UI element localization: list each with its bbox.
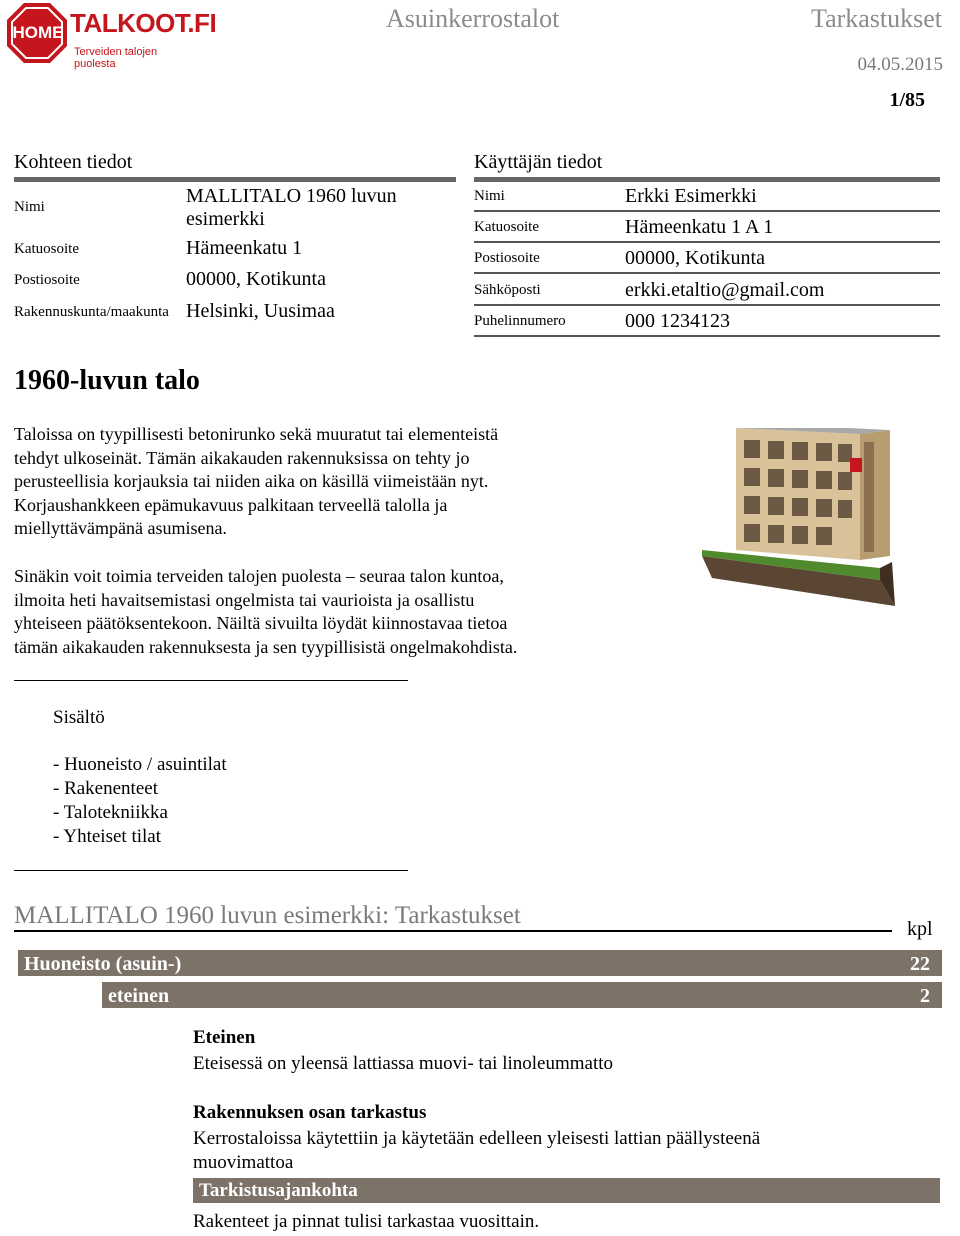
inspections-rule (14, 930, 892, 932)
property-street-value: Hämeenkatu 1 (186, 237, 303, 259)
item-description: Eteisessä on yleensä lattiassa muovi- tai linoleummatto (193, 1053, 614, 1074)
subgroup-label: eteinen (108, 985, 170, 1007)
contents-item[interactable]: - Rakenenteet (53, 778, 158, 799)
user-email-value[interactable]: erkki.etaltio@gmail.com (625, 279, 825, 301)
property-postal-label: Postiosoite (14, 272, 80, 288)
header-section: Tarkastukset (811, 4, 943, 33)
subgroup-bar-eteinen[interactable] (102, 982, 942, 1008)
property-name-value: MALLITALO 1960 luvun esimerkki (186, 185, 397, 230)
page-counter: 1/85 (889, 89, 925, 111)
section-divider (14, 680, 408, 681)
property-rule (14, 177, 456, 182)
user-row-divider (474, 241, 940, 243)
inspections-title: MALLITALO 1960 luvun esimerkki: Tarkastukset (14, 902, 521, 929)
check-interval-bar (193, 1178, 940, 1203)
logo-talkoot-text: TALKOOT.FI (70, 8, 217, 38)
user-postal-value: 00000, Kotikunta (625, 247, 765, 269)
home-talkoot-logo[interactable] (6, 2, 217, 70)
contents-item[interactable]: - Huoneisto / asuintilat (53, 754, 227, 775)
user-name-value: Erkki Esimerkki (625, 185, 757, 207)
user-email-label: Sähköposti (474, 282, 541, 298)
user-street-value: Hämeenkatu 1 A 1 (625, 216, 774, 238)
user-row-divider (474, 272, 940, 274)
check-heading: Rakennuksen osan tarkastus (193, 1102, 427, 1123)
intro-paragraph-1: Taloissa on tyypillisesti betonirunko sekä muuratut tai elementeistä tehdyt ulkoseinät. Tämän aikakauden rakennuksissa on tehty jo perusteellisia korjauksia tai niiden aika on käsillä viimeistään nyt. Korjaushankkeen epämukavuus palkitaan terveellä talolla ja miellyttävämpänä asumisena. (14, 424, 499, 538)
logo-home-text: HOME (12, 23, 64, 42)
user-row-divider (474, 210, 940, 212)
item-title: Eteinen (193, 1027, 256, 1048)
user-street-label: Katuosoite (474, 219, 539, 235)
contents-list (53, 753, 227, 849)
user-rule (474, 177, 940, 182)
report-date: 04.05.2015 (857, 54, 943, 75)
intro-heading: 1960-luvun talo (14, 365, 200, 396)
property-name-label: Nimi (14, 199, 45, 215)
user-postal-label: Postiosoite (474, 250, 540, 266)
header-category: Asuinkerrostalot (386, 4, 560, 33)
check-description: Kerrostaloissa käytettiin ja käytetään edelleen yleisesti lattian päällysteenä muovimattoa (193, 1128, 761, 1173)
contents-item[interactable]: - Talotekniikka (53, 802, 168, 823)
property-street-label: Katuosoite (14, 241, 79, 257)
user-phone-value: 000 1234123 (625, 310, 730, 332)
subgroup-count: 2 (920, 985, 930, 1007)
count-unit-label: kpl (907, 918, 933, 940)
check-interval-label: Tarkistusajankohta (199, 1180, 358, 1201)
contents-item[interactable]: - Yhteiset tilat (53, 826, 161, 847)
section-divider (14, 870, 408, 871)
property-municipality-value: Helsinki, Uusimaa (186, 300, 335, 322)
property-postal-value: 00000, Kotikunta (186, 268, 326, 290)
logo-tagline: Terveiden talojen puolesta (74, 46, 158, 70)
property-municipality-label: Rakennuskunta/maakunta (14, 304, 169, 320)
property-info-title: Kohteen tiedot (14, 151, 133, 173)
user-info-title: Käyttäjän tiedot (474, 151, 603, 173)
user-row-divider (474, 304, 940, 306)
intro-paragraph-2: Sinäkin voit toimia terveiden talojen puolesta – seuraa talon kuntoa, ilmoita heti havaitsemistasi ongelmista tai vaurioista ja osallistu yhteiseen päätöksentekoon. Näiltä sivuilta löydät kiinnostavaa tietoa tämän aikakauden rakennuksesta ja sen tyypillisistä ongelmakohdista. (14, 566, 518, 657)
apartment-building-illustration (700, 428, 950, 608)
group-count: 22 (910, 953, 930, 975)
user-phone-label: Puhelinnumero (474, 313, 566, 329)
user-name-label: Nimi (474, 188, 505, 204)
check-interval-text: Rakenteet ja pinnat tulisi tarkastaa vuosittain. (193, 1211, 540, 1232)
group-bar-huoneisto[interactable] (18, 950, 942, 976)
contents-title: Sisältö (53, 707, 105, 728)
group-label: Huoneisto (asuin-) (24, 953, 182, 975)
user-row-divider (474, 335, 940, 337)
